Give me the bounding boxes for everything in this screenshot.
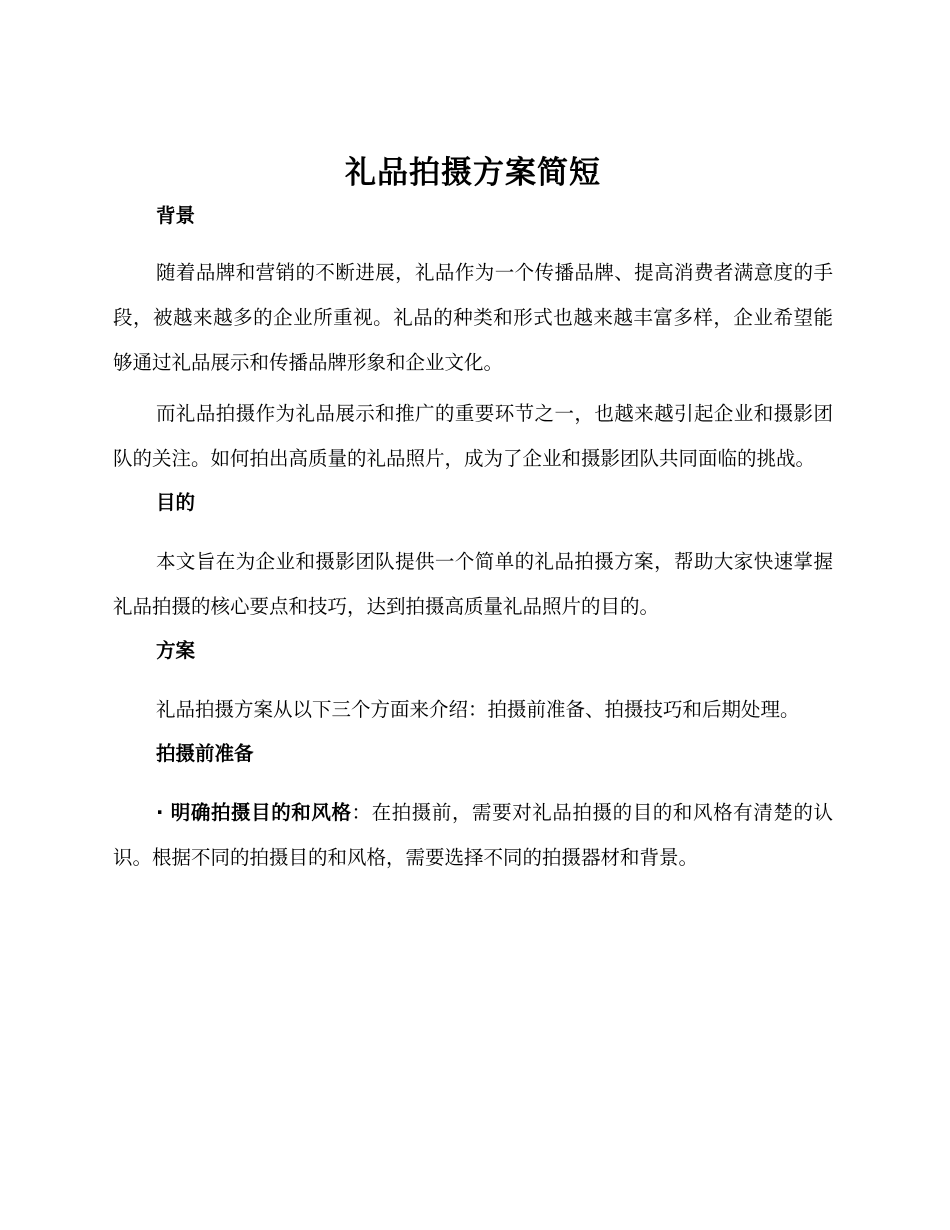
plan-paragraph: 礼品拍摄方案从以下三个方面来介绍：拍摄前准备、拍摄技巧和后期处理。 [156,698,800,721]
section-heading-preparation: 拍摄前准备 [156,742,254,765]
bullet-lead-text: · 明确拍摄目的和风格 [156,801,352,824]
section-heading-purpose: 目的 [156,491,196,514]
bullet-body-text: ：在拍摄前，需要对礼品拍摄的目的和风格有清楚的认识。根据不同的拍摄目的和风格，需要选择不同的拍摄器材和背景。 [113,801,833,869]
preparation-bullet-item [113,790,833,880]
background-paragraph-1: 随着品牌和营销的不断进展，礼品作为一个传播品牌、提高消费者满意度的手段，被越来越多的企业所重视。礼品的种类和形式也越来越丰富多样，企业希望能够通过礼品展示和传播品牌形象和企业文化。 [113,261,833,374]
background-paragraph-2: 而礼品拍摄作为礼品展示和推广的重要环节之一，也越来越引起企业和摄影团队的关注。如何拍出高质量的礼品照片，成为了企业和摄影团队共同面临的挑战。 [113,402,833,470]
section-heading-plan: 方案 [156,639,196,662]
document-page [113,150,833,886]
purpose-paragraph: 本文旨在为企业和摄影团队提供一个简单的礼品拍摄方案，帮助大家快速掌握礼品拍摄的核心要点和技巧，达到拍摄高质量礼品照片的目的。 [113,550,833,618]
section-heading-background: 背景 [156,204,196,227]
document-title: 礼品拍摄方案简短 [345,155,601,191]
